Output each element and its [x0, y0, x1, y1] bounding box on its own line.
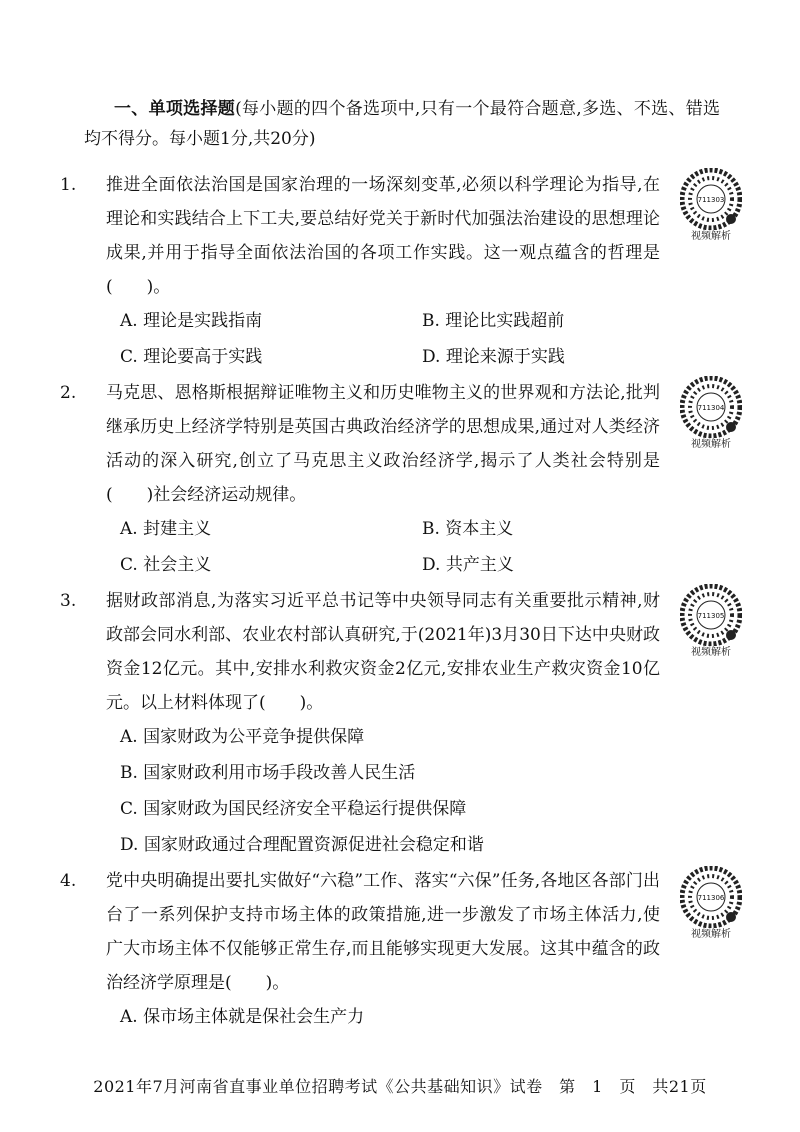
options	[120, 304, 660, 376]
option-c: C. 社会主义	[120, 555, 212, 575]
option-d: D. 共产主义	[422, 555, 514, 575]
video-explanation-label: 视频解析	[691, 929, 731, 940]
section-heading	[84, 94, 720, 154]
question-1	[60, 168, 660, 376]
option-a: A. 理论是实践指南	[120, 311, 263, 331]
question-number: 1.	[60, 175, 77, 195]
options	[120, 512, 660, 584]
option-a: A. 国家财政为公平竞争提供保障	[120, 727, 365, 747]
qr-code-number: 711304	[697, 404, 725, 412]
question-text: 党中央明确提出要扎实做好“六稳”工作、落实“六保”任务,各地区各部门出台了一系列保护支持市场主体的政策措施,进一步激发了市场主体活力,使广大市场主体不仅能够正常生存,而且能够实现更大发展。这其中蕴含的政治经济学原理是( )。	[106, 871, 660, 993]
options	[120, 720, 660, 864]
question-number: 3.	[60, 591, 77, 611]
video-qr-code-2[interactable]	[676, 376, 746, 452]
qr-code-icon	[680, 584, 742, 646]
question-2	[60, 376, 660, 584]
question-text: 马克思、恩格斯根据辩证唯物主义和历史唯物主义的世界观和方法论,批判继承历史上经济学特别是英国古典政治经济学的思想成果,通过对人类经济活动的深入研究,创立了马克思主义政治经济学,揭示了人类社会特别是( )社会经济运动规律。	[106, 383, 660, 505]
option-a: A. 保市场主体就是保社会生产力	[120, 1007, 365, 1027]
option-b: B. 国家财政利用市场手段改善人民生活	[120, 763, 416, 783]
option-d: D. 国家财政通过合理配置资源促进社会稳定和谐	[120, 835, 484, 855]
video-explanation-label: 视频解析	[691, 231, 731, 242]
section-instructions: (每小题的四个备选项中,只有一个最符合题意,多选、不选、错选均不得分。每小题1分,共20分)	[84, 99, 720, 149]
page-footer: 2021年7月河南省直事业单位招聘考试《公共基础知识》试卷 第 1 页 共21页	[93, 1077, 707, 1096]
option-b: B. 资本主义	[422, 519, 514, 539]
qr-code-number: 711305	[697, 612, 725, 620]
video-qr-code-4[interactable]	[676, 866, 746, 942]
question-text: 据财政部消息,为落实习近平总书记等中央领导同志有关重要批示精神,财政部会同水利部、农业农村部认真研究,于(2021年)3月30日下达中央财政资金12亿元。其中,安排水利救灾资金2亿元,安排农业生产救灾资金10亿元。以上材料体现了( )。	[106, 591, 660, 713]
section-title: 一、单项选择题	[114, 99, 236, 119]
video-explanation-label: 视频解析	[691, 647, 731, 658]
option-a: A. 封建主义	[120, 519, 212, 539]
question-4	[60, 864, 660, 1036]
video-explanation-label: 视频解析	[691, 439, 731, 450]
video-qr-code-1[interactable]	[676, 168, 746, 244]
option-c: C. 理论要高于实践	[120, 347, 263, 367]
qr-code-number: 711303	[697, 196, 725, 204]
option-b: B. 理论比实践超前	[422, 311, 565, 331]
option-d: D. 理论来源于实践	[422, 347, 565, 367]
qr-code-icon	[680, 168, 742, 230]
question-number: 2.	[60, 383, 77, 403]
qr-code-icon	[680, 866, 742, 928]
qr-code-number: 711306	[697, 894, 725, 902]
video-qr-code-3[interactable]	[676, 584, 746, 660]
options	[120, 1000, 660, 1036]
question-3	[60, 584, 660, 864]
option-c: C. 国家财政为国民经济安全平稳运行提供保障	[120, 799, 467, 819]
question-text: 推进全面依法治国是国家治理的一场深刻变革,必须以科学理论为指导,在理论和实践结合上下工夫,要总结好党关于新时代加强法治建设的思想理论成果,并用于指导全面依法治国的各项工作实践。这一观点蕴含的哲理是( )。	[106, 175, 660, 297]
question-number: 4.	[60, 871, 77, 891]
qr-code-icon	[680, 376, 742, 438]
